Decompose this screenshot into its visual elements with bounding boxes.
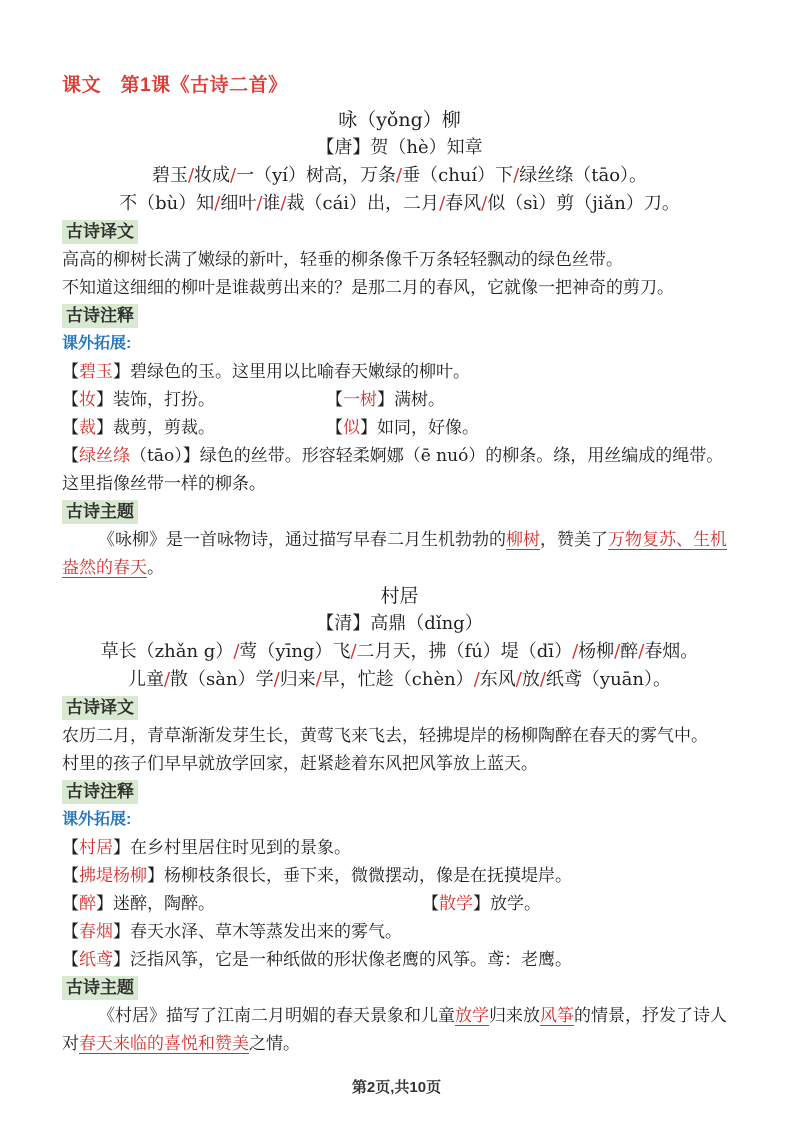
section-header-translation: 古诗译文: [62, 696, 138, 720]
text-segment: /: [473, 669, 480, 690]
text-segment: 【: [422, 894, 439, 914]
text-segment: 【: [326, 390, 343, 410]
poem2-translation-header-row: [62, 694, 737, 722]
poem1-note-row-2: [62, 386, 737, 414]
text-segment: 】碧绿色的玉。这里用以比喻春天嫩绿的柳叶。: [113, 362, 470, 382]
text-segment: 春烟。: [644, 641, 699, 662]
text-segment: 醉: [620, 641, 639, 662]
text-segment: 似: [343, 418, 360, 438]
text-segment: 】放学。: [473, 894, 541, 914]
poem2-notes-header-row: [62, 778, 737, 806]
text-segment: /: [481, 193, 488, 214]
text-segment: 【: [62, 950, 79, 970]
text-segment: 。: [147, 558, 164, 578]
text-segment: 【: [62, 362, 79, 382]
poem1-note-row-1: [62, 358, 737, 386]
text-segment: 谁: [262, 193, 281, 214]
poem1-notes-header-row: [62, 302, 737, 330]
text-segment: 【: [62, 922, 79, 942]
text-segment: 【: [62, 894, 79, 914]
poem1-line-2: [62, 190, 737, 218]
text-segment: 【: [62, 866, 79, 886]
poem1-theme-header-row: [62, 498, 737, 526]
text-segment: 纸鸢: [79, 950, 113, 970]
text-segment: ，赞美了: [540, 530, 608, 550]
text-segment: 【: [62, 418, 79, 438]
text-segment: /: [515, 669, 522, 690]
text-segment: /: [163, 669, 171, 690]
poem2-translation-line-2: 村里的孩子们早早就放学回家，赶紧趁着东风把风筝放上蓝天。: [62, 754, 538, 774]
text-segment: （tāo）】绿色的丝带。形容轻柔婀娜（ē nuó）的柳条。绦，用丝编成的绳带。这里指像丝带一样的柳条。: [62, 446, 724, 494]
text-segment: 散学: [439, 894, 473, 914]
text-segment: 垂（chuí）下: [402, 165, 514, 186]
text-segment: 《咏柳》是一首咏物诗，通过描写早春二月生机勃勃的: [98, 530, 506, 550]
text-segment: 归来放: [489, 1006, 540, 1026]
text-segment: 之情。: [249, 1034, 300, 1054]
text-segment: 细叶: [220, 193, 257, 214]
text-segment: 不（bù）知: [119, 193, 215, 214]
text-segment: 杨柳: [578, 641, 615, 662]
poem1-theme-paragraph: [62, 526, 737, 582]
text-segment: 】满树。: [377, 390, 445, 410]
poem1-translation-line-2: 不知道这细细的柳叶是谁裁剪出来的？是那二月的春风，它就像一把神奇的剪刀。: [62, 278, 674, 298]
text-segment: 二月天，拂（fú）堤（dī）: [356, 641, 573, 662]
text-segment: 】春天水泽、草木等蒸发出来的雾气。: [113, 922, 402, 942]
poem2-note-row-2: [62, 862, 737, 890]
text-segment: 散（sàn）学: [170, 669, 274, 690]
poem2-translation-line-1: 农历二月，青草渐渐发芽生长，黄莺飞来飞去，轻拂堤岸的杨柳陶醉在春天的雾气中。: [62, 726, 708, 746]
text-segment: 【: [62, 390, 79, 410]
poem1-translation-header-row: [62, 218, 737, 246]
text-segment: /: [439, 193, 446, 214]
text-segment: 裁: [79, 418, 96, 438]
text-segment: /: [230, 165, 237, 186]
poem1-title: 咏（yǒng）柳: [338, 109, 461, 131]
text-segment: /: [513, 165, 520, 186]
poem2-line-1: [62, 638, 737, 666]
text-segment: /: [214, 193, 221, 214]
text-segment: 妆成: [194, 165, 231, 186]
section-header-translation: 古诗译文: [62, 220, 138, 244]
text-segment: 【: [62, 446, 79, 466]
text-segment: 拂堤杨柳: [79, 866, 147, 886]
text-segment: 莺（yīng）飞: [239, 641, 351, 662]
text-segment: 草长（zhǎn g）: [100, 641, 234, 662]
text-segment: 【: [326, 418, 343, 438]
text-segment: /: [350, 641, 357, 662]
text-segment: 放: [521, 669, 540, 690]
text-segment: 万物复苏、生机盎然的春天: [62, 530, 727, 578]
note-entry: [62, 890, 422, 918]
section-header-theme: 古诗主题: [62, 976, 138, 1000]
text-segment: 《村居》描写了江南二月明媚的春天景象和儿童: [98, 1006, 455, 1026]
poem1-note-row-4: [62, 442, 737, 498]
text-segment: /: [572, 641, 579, 662]
text-segment: 春烟: [79, 922, 113, 942]
text-segment: /: [187, 165, 195, 186]
extension-label: 课外拓展:: [62, 811, 132, 828]
text-segment: 】迷醉，陶醉。: [96, 894, 215, 914]
text-segment: 绿丝绦（tāo）。: [519, 165, 648, 186]
text-segment: /: [280, 193, 287, 214]
poem1-author: 【唐】贺（hè）知章: [316, 137, 483, 158]
text-segment: /: [256, 193, 263, 214]
text-segment: 柳树: [506, 530, 540, 550]
text-segment: 儿童: [127, 669, 164, 690]
poem2-note-row-1: [62, 834, 737, 862]
text-segment: 风筝: [540, 1006, 574, 1026]
poem2-note-row-5: [62, 946, 737, 974]
text-segment: 一树: [343, 390, 377, 410]
poem2-note-row-4: [62, 918, 737, 946]
page-footer: 第2页,共10页: [351, 1079, 442, 1096]
section-header-theme: 古诗主题: [62, 500, 138, 524]
text-segment: 放学: [455, 1006, 489, 1026]
note-entry: [326, 414, 737, 442]
poem2-note-row-3: [62, 890, 737, 918]
note-entry: [62, 414, 326, 442]
text-segment: /: [273, 669, 280, 690]
note-entry: [62, 386, 326, 414]
text-segment: 】装饰，打扮。: [96, 390, 215, 410]
text-segment: 春风: [445, 193, 482, 214]
text-segment: 绿丝绦: [79, 446, 130, 466]
poem1-translation-line-1: 高高的柳树长满了嫩绿的新叶，轻垂的柳条像千万条轻轻飘动的绿色丝带。: [62, 250, 623, 270]
text-segment: 东风: [479, 669, 516, 690]
text-segment: /: [638, 641, 645, 662]
text-segment: 】如同，好像。: [360, 418, 479, 438]
poem2-theme-header-row: [62, 974, 737, 1002]
text-segment: /: [315, 669, 322, 690]
text-segment: /: [233, 641, 240, 662]
text-segment: 碧玉: [79, 362, 113, 382]
doc-title: 课文 第1课《古诗二首》: [62, 75, 288, 96]
text-segment: 的情景，抒发了诗人对: [62, 1006, 727, 1054]
text-segment: 】泛指风筝，它是一种纸做的形状像老鹰的风筝。鸢：老鹰。: [113, 950, 572, 970]
text-segment: /: [539, 669, 546, 690]
note-entry: [326, 386, 737, 414]
poem2-line-2: [62, 666, 737, 694]
text-segment: 一（yí）树高，万条: [236, 165, 397, 186]
text-segment: 村居: [79, 838, 113, 858]
text-segment: 裁（cái）出，二月: [286, 193, 440, 214]
poem1-line-1: [62, 162, 737, 190]
text-segment: 醉: [79, 894, 96, 914]
text-segment: /: [614, 641, 621, 662]
poem2-author: 【清】高鼎（dǐng）: [316, 613, 483, 634]
section-header-notes: 古诗注释: [62, 780, 138, 804]
text-segment: 碧玉: [151, 165, 188, 186]
text-segment: 妆: [79, 390, 96, 410]
section-header-notes: 古诗注释: [62, 304, 138, 328]
text-segment: 归来: [279, 669, 316, 690]
note-entry: [422, 890, 737, 918]
extension-label: 课外拓展:: [62, 335, 132, 352]
text-segment: 【: [62, 838, 79, 858]
text-segment: /: [396, 165, 403, 186]
text-segment: 早，忙趁（chèn）: [321, 669, 474, 690]
text-segment: 纸鸢（yuān）。: [545, 669, 672, 690]
poem2-theme-paragraph: [62, 1002, 737, 1058]
poem1-note-row-3: [62, 414, 737, 442]
text-segment: 春天来临的喜悦和赞美: [79, 1034, 249, 1054]
text-segment: 似（sì）剪（jiǎn）刀。: [487, 193, 680, 214]
text-segment: 】杨柳枝条很长，垂下来，微微摆动，像是在抚摸堤岸。: [147, 866, 572, 886]
poem2-title: 村居: [380, 585, 419, 607]
text-segment: 】在乡村里居住时见到的景象。: [113, 838, 351, 858]
text-segment: 】裁剪，剪裁。: [96, 418, 215, 438]
